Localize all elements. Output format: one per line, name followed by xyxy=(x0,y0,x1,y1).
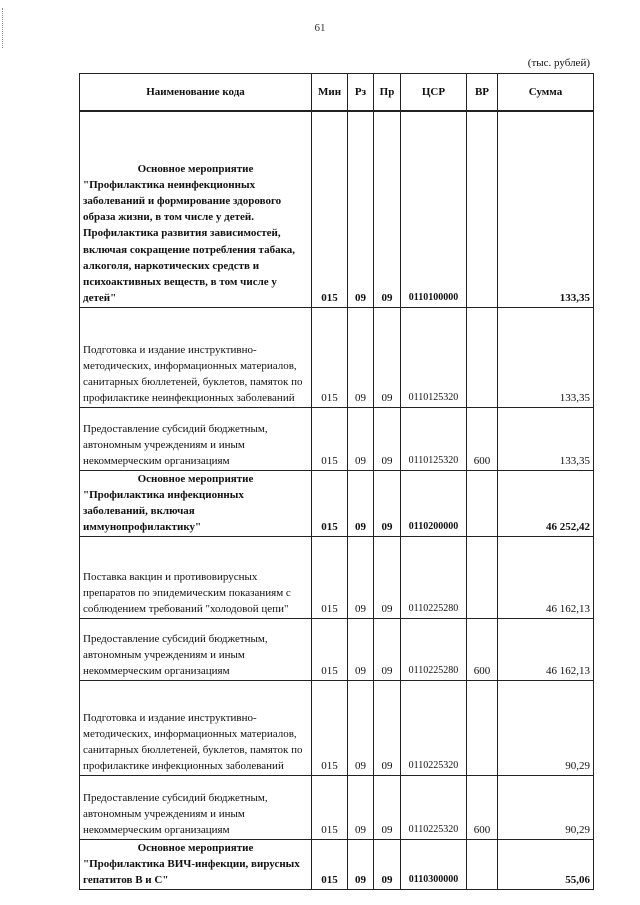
row-csr: 0110125320 xyxy=(401,307,467,407)
row-vr: 600 xyxy=(467,775,498,839)
row-name-cell xyxy=(80,839,312,889)
row-title: Основное мероприятие xyxy=(137,472,254,485)
row-sum: 90,29 xyxy=(498,680,594,775)
row-rz: 09 xyxy=(348,111,374,307)
row-min: 015 xyxy=(312,775,348,839)
row-csr: 0110300000 xyxy=(401,839,467,889)
row-name-cell xyxy=(80,775,312,839)
header-rz: Рз xyxy=(348,74,374,112)
row-name: Предоставление субсидий бюджетным, автономным учреждениям и иным некоммерческим организациям xyxy=(83,632,268,678)
page-number: 61 xyxy=(314,22,326,34)
units-label: (тыс. рублей) xyxy=(527,57,590,69)
row-pr: 09 xyxy=(374,536,401,618)
row-min: 015 xyxy=(312,839,348,889)
row-min: 015 xyxy=(312,680,348,775)
row-name-cell xyxy=(80,111,312,307)
table-row xyxy=(80,618,594,680)
row-csr: 0110225320 xyxy=(401,680,467,775)
row-sum: 90,29 xyxy=(498,775,594,839)
row-csr: 0110225280 xyxy=(401,618,467,680)
header-sum: Сумма xyxy=(498,74,594,112)
row-csr: 0110225320 xyxy=(401,775,467,839)
header-name: Наименование кода xyxy=(80,74,312,112)
row-csr: 0110200000 xyxy=(401,470,467,536)
row-min: 015 xyxy=(312,407,348,470)
row-name: Предоставление субсидий бюджетным, автономным учреждениям и иным некоммерческим организациям xyxy=(83,791,268,837)
row-pr: 09 xyxy=(374,111,401,307)
row-vr xyxy=(467,839,498,889)
header-csr: ЦСР xyxy=(401,74,467,112)
row-vr: 600 xyxy=(467,407,498,470)
row-min: 015 xyxy=(312,536,348,618)
row-sum: 133,35 xyxy=(498,407,594,470)
row-title: Основное мероприятие xyxy=(137,162,254,175)
row-vr xyxy=(467,111,498,307)
row-vr: 600 xyxy=(467,618,498,680)
row-name-cell xyxy=(80,618,312,680)
header-pr: Пр xyxy=(374,74,401,112)
row-name: Подготовка и издание инструктивно-методических, информационных материалов, санитарных бюллетеней, буклетов, памяток по профилактике неинфекционных заболеваний xyxy=(83,343,303,405)
row-pr: 09 xyxy=(374,839,401,889)
row-name-cell xyxy=(80,470,312,536)
row-sum: 46 162,13 xyxy=(498,618,594,680)
row-pr: 09 xyxy=(374,680,401,775)
row-name: "Профилактика неинфекционных заболеваний и формирование здорового образа жизни, в том числе у детей. Профилактика развития зависимостей, включая сокращение потребления табака, алкоголя, наркотических средств и психоактивных веществ, в том числе у детей" xyxy=(83,178,296,305)
table-row xyxy=(80,839,594,889)
row-pr: 09 xyxy=(374,307,401,407)
row-name-cell xyxy=(80,536,312,618)
row-rz: 09 xyxy=(348,839,374,889)
row-pr: 09 xyxy=(374,618,401,680)
table-row xyxy=(80,470,594,536)
row-rz: 09 xyxy=(348,536,374,618)
row-min: 015 xyxy=(312,618,348,680)
row-sum: 133,35 xyxy=(498,307,594,407)
table-header-row xyxy=(80,74,594,112)
row-name: Поставка вакцин и противовирусных препаратов по эпидемическим показаниям с соблюдением требований "холодовой цепи" xyxy=(83,570,291,616)
row-pr: 09 xyxy=(374,470,401,536)
row-csr: 0110225280 xyxy=(401,536,467,618)
row-sum: 133,35 xyxy=(498,111,594,307)
row-pr: 09 xyxy=(374,407,401,470)
row-name-cell xyxy=(80,680,312,775)
row-name: Подготовка и издание инструктивно-методических, информационных материалов, санитарных бюллетеней, буклетов, памяток по профилактике инфекционных заболеваний xyxy=(83,711,303,773)
row-min: 015 xyxy=(312,307,348,407)
row-pr: 09 xyxy=(374,775,401,839)
row-vr xyxy=(467,307,498,407)
row-csr: 0110125320 xyxy=(401,407,467,470)
row-name: Предоставление субсидий бюджетным, автономным учреждениям и иным некоммерческим организациям xyxy=(83,422,268,468)
row-csr: 0110100000 xyxy=(401,111,467,307)
row-sum: 55,06 xyxy=(498,839,594,889)
header-min: Мин xyxy=(312,74,348,112)
row-name: "Профилактика инфекционных заболеваний, включая иммунопрофилактику" xyxy=(83,488,244,534)
header-vr: ВР xyxy=(467,74,498,112)
row-rz: 09 xyxy=(348,775,374,839)
table-row xyxy=(80,536,594,618)
row-rz: 09 xyxy=(348,680,374,775)
row-sum: 46 252,42 xyxy=(498,470,594,536)
row-sum: 46 162,13 xyxy=(498,536,594,618)
table-row xyxy=(80,111,594,307)
budget-table xyxy=(79,73,594,890)
table-row xyxy=(80,407,594,470)
row-min: 015 xyxy=(312,111,348,307)
table-row xyxy=(80,775,594,839)
row-vr xyxy=(467,536,498,618)
row-title: Основное мероприятие xyxy=(137,841,254,854)
row-rz: 09 xyxy=(348,470,374,536)
row-vr xyxy=(467,470,498,536)
row-rz: 09 xyxy=(348,407,374,470)
table-row xyxy=(80,680,594,775)
row-min: 015 xyxy=(312,470,348,536)
row-name: "Профилактика ВИЧ-инфекции, вирусных гепатитов В и С" xyxy=(83,858,300,887)
row-rz: 09 xyxy=(348,618,374,680)
row-name-cell xyxy=(80,307,312,407)
row-name-cell xyxy=(80,407,312,470)
table-row xyxy=(80,307,594,407)
row-rz: 09 xyxy=(348,307,374,407)
row-vr xyxy=(467,680,498,775)
